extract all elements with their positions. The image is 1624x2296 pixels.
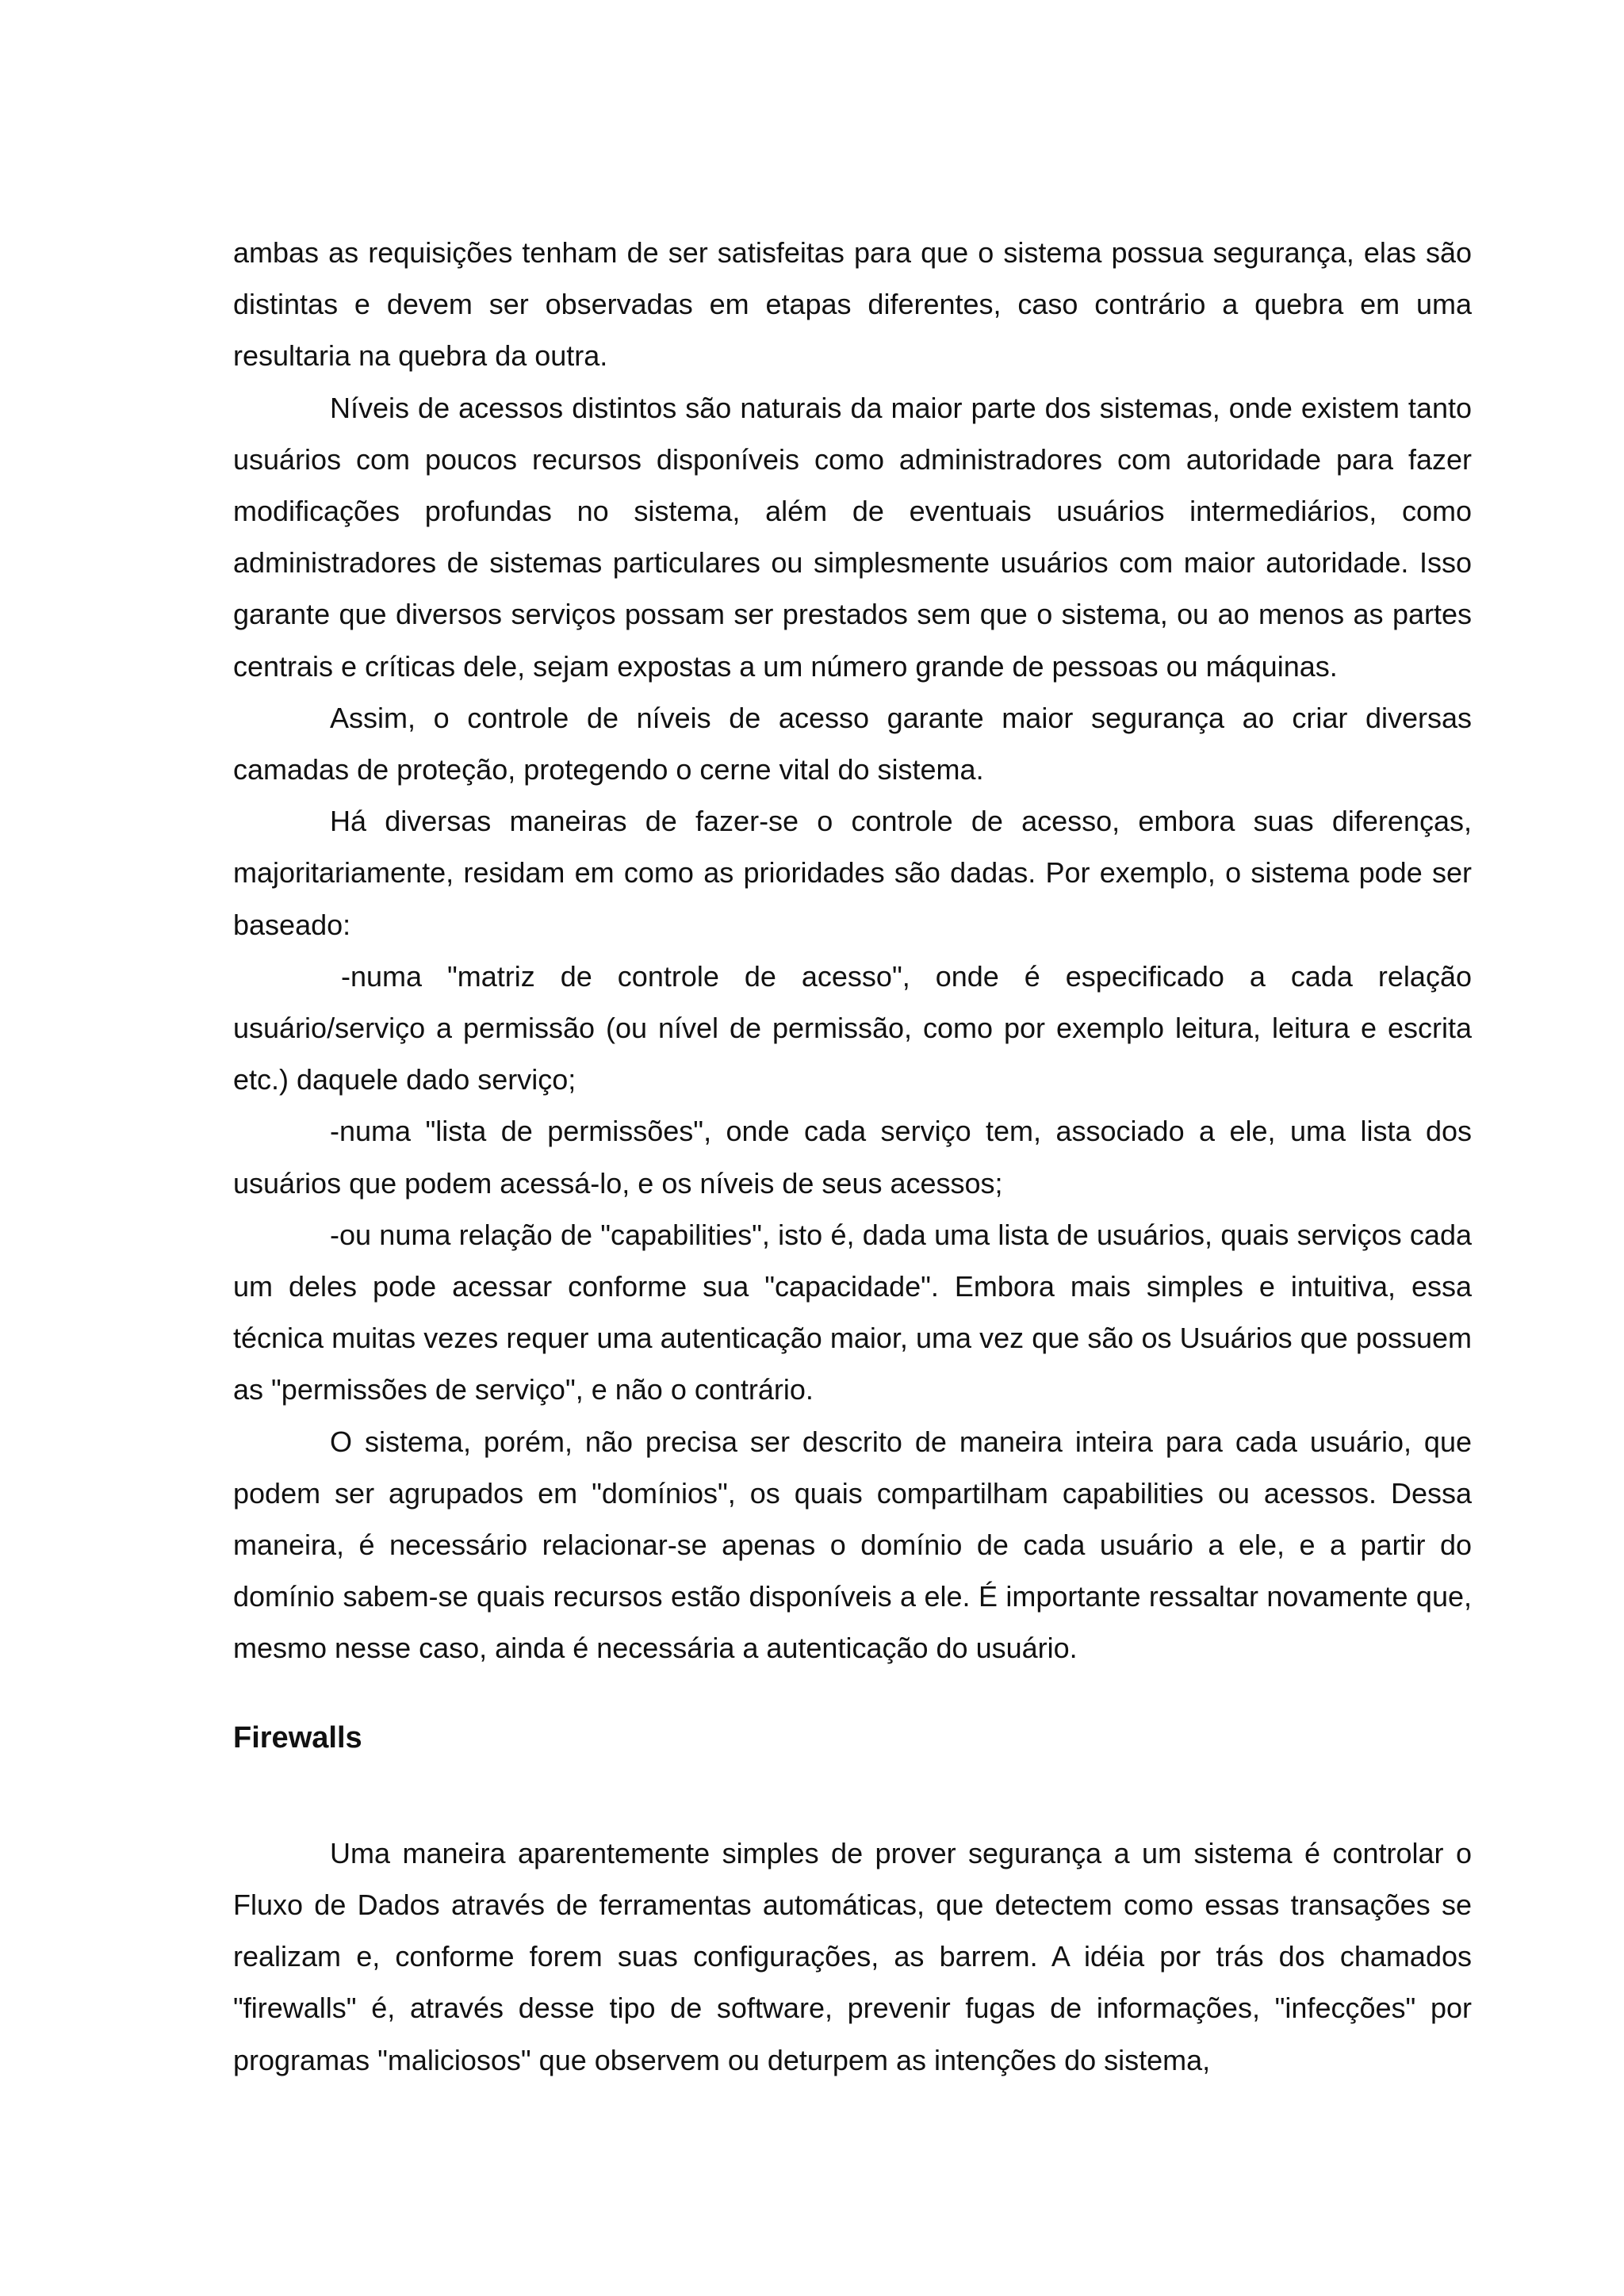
paragraph-firewalls-intro: Uma maneira aparentemente simples de prover segurança a um sistema é controlar o Fluxo de Dados através de ferramentas automáticas, que detectem como essas transações se realizam e, conforme forem suas configurações, as barrem. A idéia por trás dos chamados "firewalls" é, através desse tipo de software, prevenir fugas de informações, "infecções" por programas "maliciosos" que observem ou deturpem as intenções do sistema,	[233, 1836, 1472, 2076]
list-item-permission-list: -numa "lista de permissões", onde cada serviço tem, associado a ele, uma lista dos usuários que podem acessá-lo, e os níveis de seus acessos;	[233, 1115, 1472, 1200]
list-item-capabilities: -ou numa relação de "capabilities", isto é, dada uma lista de usuários, quais serviços cada um deles pode acessar conforme sua "capacidade". Embora mais simples e intuitiva, essa técnica muitas vezes requer uma autenticação maior, uma vez que são os Usuários que possuem as "permissões de serviço", e não o contrário.	[233, 1218, 1472, 1406]
list-item-access-matrix: -numa "matriz de controle de acesso", onde é especificado a cada relação usuário/serviço a permissão (ou nível de permissão, como por exemplo leitura, leitura e escrita etc.) daquele dado serviço;	[233, 959, 1472, 1096]
paragraph-access-control-security: Assim, o controle de níveis de acesso garante maior segurança ao criar diversas camadas de proteção, protegendo o cerne vital do sistema.	[233, 701, 1472, 786]
paragraph-domains: O sistema, porém, não precisa ser descrito de maneira inteira para cada usuário, que podem ser agrupados em "domínios", os quais compartilham capabilities ou acessos. Dessa maneira, é necessário relacionar-se apenas o domínio de cada usuário a ele, e a partir do domínio sabem-se quais recursos estão disponíveis a ele. É importante ressaltar novamente que, mesmo nesse caso, ainda é necessária a autenticação do usuário.	[233, 1425, 1472, 1665]
paragraph-access-levels: Níveis de acessos distintos são naturais da maior parte dos sistemas, onde existem tanto usuários com poucos recursos disponíveis como administradores com autoridade para fazer modificações profundas no sistema, além de eventuais usuários intermediários, como administradores de sistemas particulares ou simplesmente usuários com maior autoridade. Isso garante que diversos serviços possam ser prestados sem que o sistema, ou ao menos as partes centrais e críticas dele, sejam expostas a um número grande de pessoas ou máquinas.	[233, 391, 1472, 683]
section-heading-firewalls: Firewalls	[233, 1720, 362, 1755]
document-body	[233, 227, 1472, 2086]
paragraph-continuation: ambas as requisições tenham de ser satisfeitas para que o sistema possua segurança, elas são distintas e devem ser observadas em etapas diferentes, caso contrário a quebra em uma resultaria na quebra da outra.	[233, 236, 1472, 373]
paragraph-access-control-methods: Há diversas maneiras de fazer-se o controle de acesso, embora suas diferenças, majoritariamente, residam em como as prioridades são dadas. Por exemplo, o sistema pode ser baseado:	[233, 805, 1472, 941]
